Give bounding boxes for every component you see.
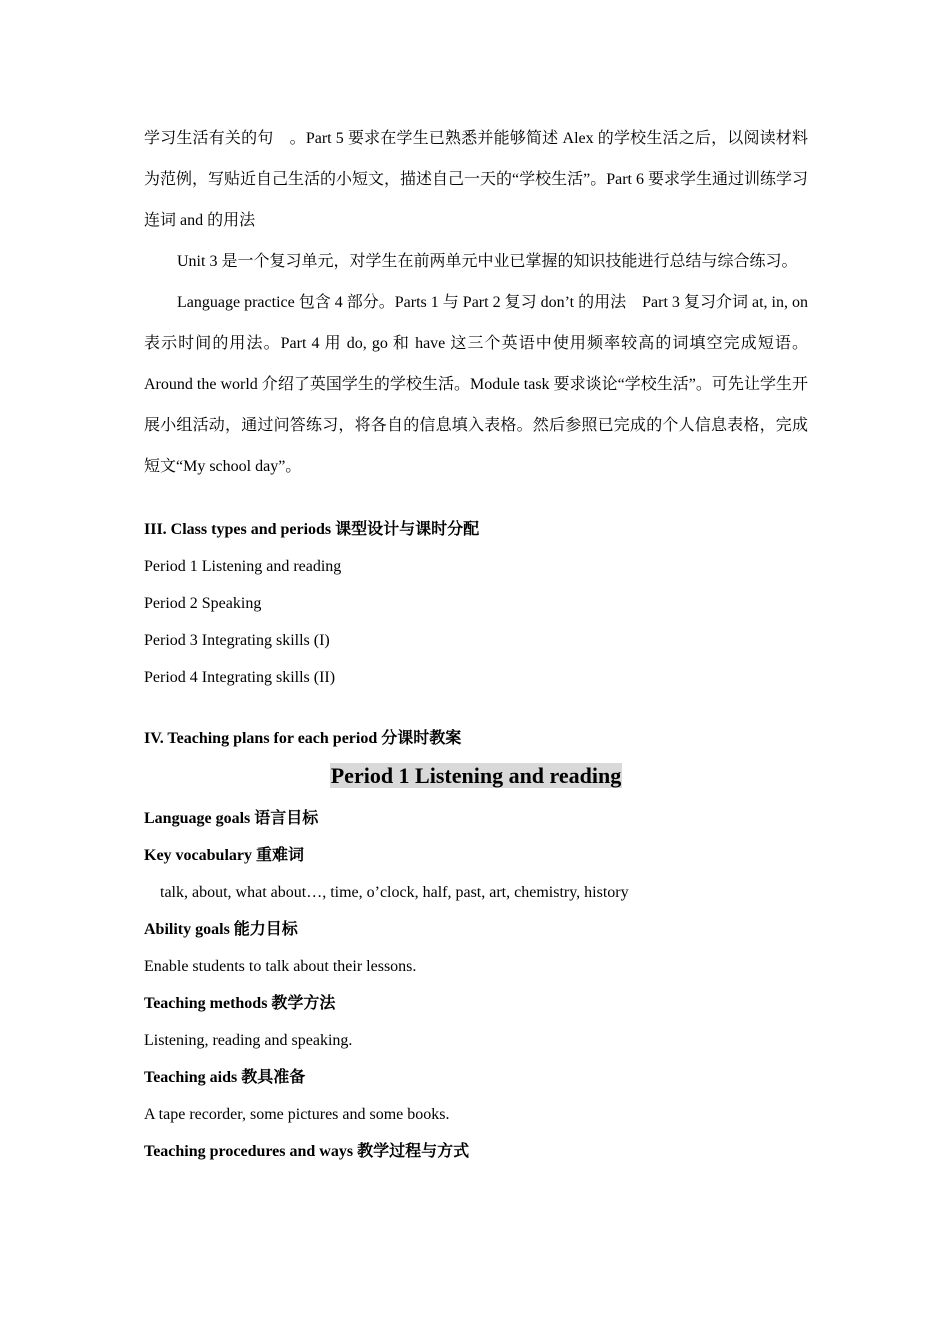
intro-paragraph-1: 学习生活有关的句 。Part 5 要求在学生已熟悉并能够简述 Alex 的学校生活之后，以阅读材料为范例，写贴近自己生活的小短文，描述自己一天的“学校生活”。Part 6 要求学生通过训练学习连词 and 的用法: [144, 130, 808, 229]
ability-goals-text: Enable students to talk about their lessons.: [144, 958, 417, 975]
teaching-methods-heading: Teaching methods 教学方法: [144, 995, 336, 1012]
teaching-methods-text: Listening, reading and speaking.: [144, 1032, 353, 1049]
teaching-procedures-heading: Teaching procedures and ways 教学过程与方式: [144, 1143, 470, 1160]
spacer: [144, 696, 808, 720]
teaching-aids-heading: Teaching aids 教具准备: [144, 1069, 306, 1086]
period-item-1: Period 1 Listening and reading: [144, 558, 342, 575]
section-4-heading: IV. Teaching plans for each period 分课时教案: [144, 730, 462, 747]
period-item-2: Period 2 Speaking: [144, 595, 262, 612]
key-vocabulary-heading: Key vocabulary 重难词: [144, 847, 304, 864]
intro-paragraph-3: Language practice 包含 4 部分。Parts 1 与 Part 2 复习 don’t 的用法 Part 3 复习介词 at, in, on 表示时间的用法。Part 4 用 do, go 和 have 这三个英语中使用频率较高的词填空完成短语。Around the world 介绍了英国学生的学校生活。Module task 要求谈论“学校生活”。可先让学生开展小组活动，通过问答练习，将各自的信息填入表格。然后参照已完成的个人信息表格，完成短文“My school day”。: [144, 294, 808, 475]
section-3-heading: III. Class types and periods 课型设计与课时分配: [144, 521, 480, 538]
period-title-text: Period 1 Listening and reading: [330, 763, 622, 788]
period-item-4: Period 4 Integrating skills (II): [144, 669, 336, 686]
vocabulary-list: talk, about, what about…, time, o’clock, half, past, art, chemistry, history: [160, 884, 629, 901]
teaching-aids-text: A tape recorder, some pictures and some books.: [144, 1106, 450, 1123]
intro-paragraph-2: Unit 3 是一个复习单元，对学生在前两单元中业已掌握的知识技能进行总结与综合练习。: [177, 253, 798, 270]
ability-goals-heading: Ability goals 能力目标: [144, 921, 298, 938]
period-item-3: Period 3 Integrating skills (I): [144, 632, 330, 649]
spacer: [144, 487, 808, 511]
period-title: [144, 759, 808, 796]
language-goals-heading: Language goals 语言目标: [144, 810, 319, 827]
document-page: [144, 118, 808, 1170]
